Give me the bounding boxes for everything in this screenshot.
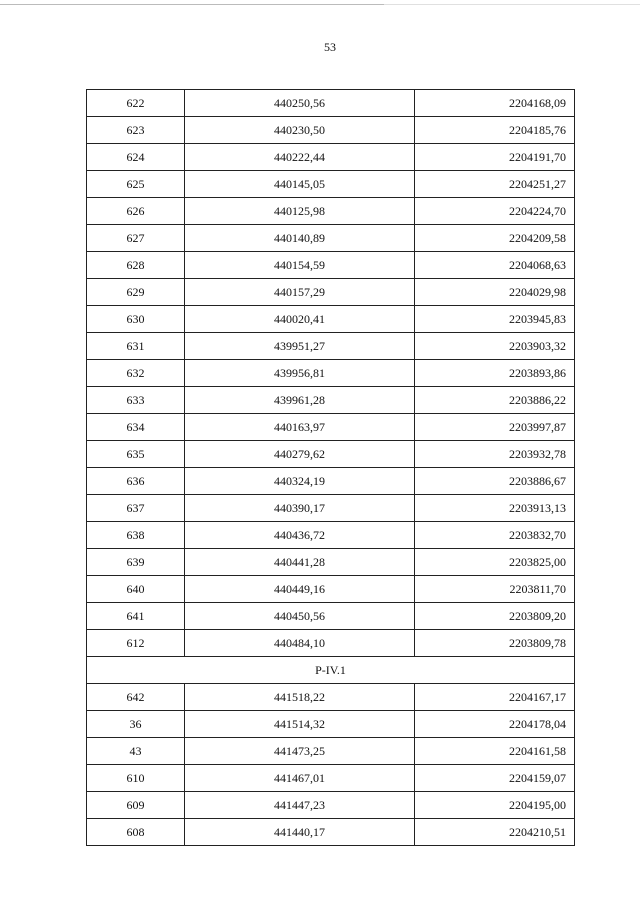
point-number-cell: 629 [87,279,185,306]
point-number-cell: 641 [87,603,185,630]
table-row [87,738,575,765]
point-number-cell: 640 [87,576,185,603]
point-number-cell: 622 [87,90,185,117]
y-coordinate-cell: 2203945,83 [415,306,575,333]
table-row [87,522,575,549]
x-coordinate-cell: 440163,97 [185,414,415,441]
point-number-cell: 638 [87,522,185,549]
y-coordinate-cell: 2204161,58 [415,738,575,765]
y-coordinate-cell: 2203825,00 [415,549,575,576]
table-row [87,333,575,360]
point-number-cell: 627 [87,225,185,252]
y-coordinate-cell: 2204168,09 [415,90,575,117]
y-coordinate-cell: 2203832,70 [415,522,575,549]
table-row [87,630,575,657]
x-coordinate-cell: 440324,19 [185,468,415,495]
table-row [87,819,575,846]
x-coordinate-cell: 441467,01 [185,765,415,792]
point-number-cell: 639 [87,549,185,576]
point-number-cell: 631 [87,333,185,360]
y-coordinate-cell: 2203997,87 [415,414,575,441]
table-row [87,360,575,387]
table-row [87,603,575,630]
y-coordinate-cell: 2204224,70 [415,198,575,225]
x-coordinate-cell: 440436,72 [185,522,415,549]
x-coordinate-cell: 440230,50 [185,117,415,144]
x-coordinate-cell: 441514,32 [185,711,415,738]
point-number-cell: 625 [87,171,185,198]
x-coordinate-cell: 440449,16 [185,576,415,603]
point-number-cell: 36 [87,711,185,738]
table-row [87,144,575,171]
point-number-cell: 624 [87,144,185,171]
point-number-cell: 634 [87,414,185,441]
y-coordinate-cell: 2204068,63 [415,252,575,279]
table-row [87,279,575,306]
y-coordinate-cell: 2203913,13 [415,495,575,522]
table-row [87,495,575,522]
y-coordinate-cell: 2203893,86 [415,360,575,387]
x-coordinate-cell: 440279,62 [185,441,415,468]
table-row [87,576,575,603]
table-row [87,792,575,819]
table-row [87,306,575,333]
x-coordinate-cell: 440390,17 [185,495,415,522]
x-coordinate-cell: 440145,05 [185,171,415,198]
page-number: 53 [324,40,336,54]
y-coordinate-cell: 2204191,70 [415,144,575,171]
y-coordinate-cell: 2204178,04 [415,711,575,738]
x-coordinate-cell: 441440,17 [185,819,415,846]
x-coordinate-cell: 440154,59 [185,252,415,279]
top-scan-rule [0,4,640,5]
point-number-cell: 633 [87,387,185,414]
point-number-cell: 612 [87,630,185,657]
x-coordinate-cell: 440020,41 [185,306,415,333]
point-number-cell: 637 [87,495,185,522]
y-coordinate-cell: 2203886,67 [415,468,575,495]
table-row [87,711,575,738]
table-row [87,414,575,441]
point-number-cell: 43 [87,738,185,765]
table-row [87,387,575,414]
x-coordinate-cell: 440250,56 [185,90,415,117]
y-coordinate-cell: 2204029,98 [415,279,575,306]
x-coordinate-cell: 439951,27 [185,333,415,360]
y-coordinate-cell: 2204167,17 [415,684,575,711]
y-coordinate-cell: 2203809,78 [415,630,575,657]
x-coordinate-cell: 440125,98 [185,198,415,225]
section-header-row [87,657,575,684]
x-coordinate-cell: 441473,25 [185,738,415,765]
x-coordinate-cell: 439961,28 [185,387,415,414]
y-coordinate-cell: 2204210,51 [415,819,575,846]
table-row [87,171,575,198]
y-coordinate-cell: 2204209,58 [415,225,575,252]
y-coordinate-cell: 2203932,78 [415,441,575,468]
table-row [87,765,575,792]
point-number-cell: 628 [87,252,185,279]
point-number-cell: 635 [87,441,185,468]
x-coordinate-cell: 441447,23 [185,792,415,819]
x-coordinate-cell: 440222,44 [185,144,415,171]
table-row [87,198,575,225]
point-number-cell: 632 [87,360,185,387]
point-number-cell: 623 [87,117,185,144]
y-coordinate-cell: 2204251,27 [415,171,575,198]
y-coordinate-cell: 2203809,20 [415,603,575,630]
table-row [87,549,575,576]
y-coordinate-cell: 2204185,76 [415,117,575,144]
table-row [87,684,575,711]
x-coordinate-cell: 440441,28 [185,549,415,576]
table-row [87,468,575,495]
table-row [87,441,575,468]
table-row [87,90,575,117]
point-number-cell: 636 [87,468,185,495]
y-coordinate-cell: 2203903,32 [415,333,575,360]
y-coordinate-cell: 2204195,00 [415,792,575,819]
y-coordinate-cell: 2204159,07 [415,765,575,792]
x-coordinate-cell: 440484,10 [185,630,415,657]
x-coordinate-cell: 440450,56 [185,603,415,630]
table-row [87,252,575,279]
x-coordinate-cell: 440140,89 [185,225,415,252]
y-coordinate-cell: 2203886,22 [415,387,575,414]
x-coordinate-cell: 440157,29 [185,279,415,306]
point-number-cell: 642 [87,684,185,711]
table-row [87,225,575,252]
point-number-cell: 608 [87,819,185,846]
point-number-cell: 610 [87,765,185,792]
coordinates-table [86,89,575,846]
x-coordinate-cell: 441518,22 [185,684,415,711]
coordinates-table-body [87,90,575,846]
x-coordinate-cell: 439956,81 [185,360,415,387]
y-coordinate-cell: 2203811,70 [415,576,575,603]
table-row [87,117,575,144]
point-number-cell: 630 [87,306,185,333]
point-number-cell: 626 [87,198,185,225]
section-title: P-IV.1 [87,657,575,684]
point-number-cell: 609 [87,792,185,819]
